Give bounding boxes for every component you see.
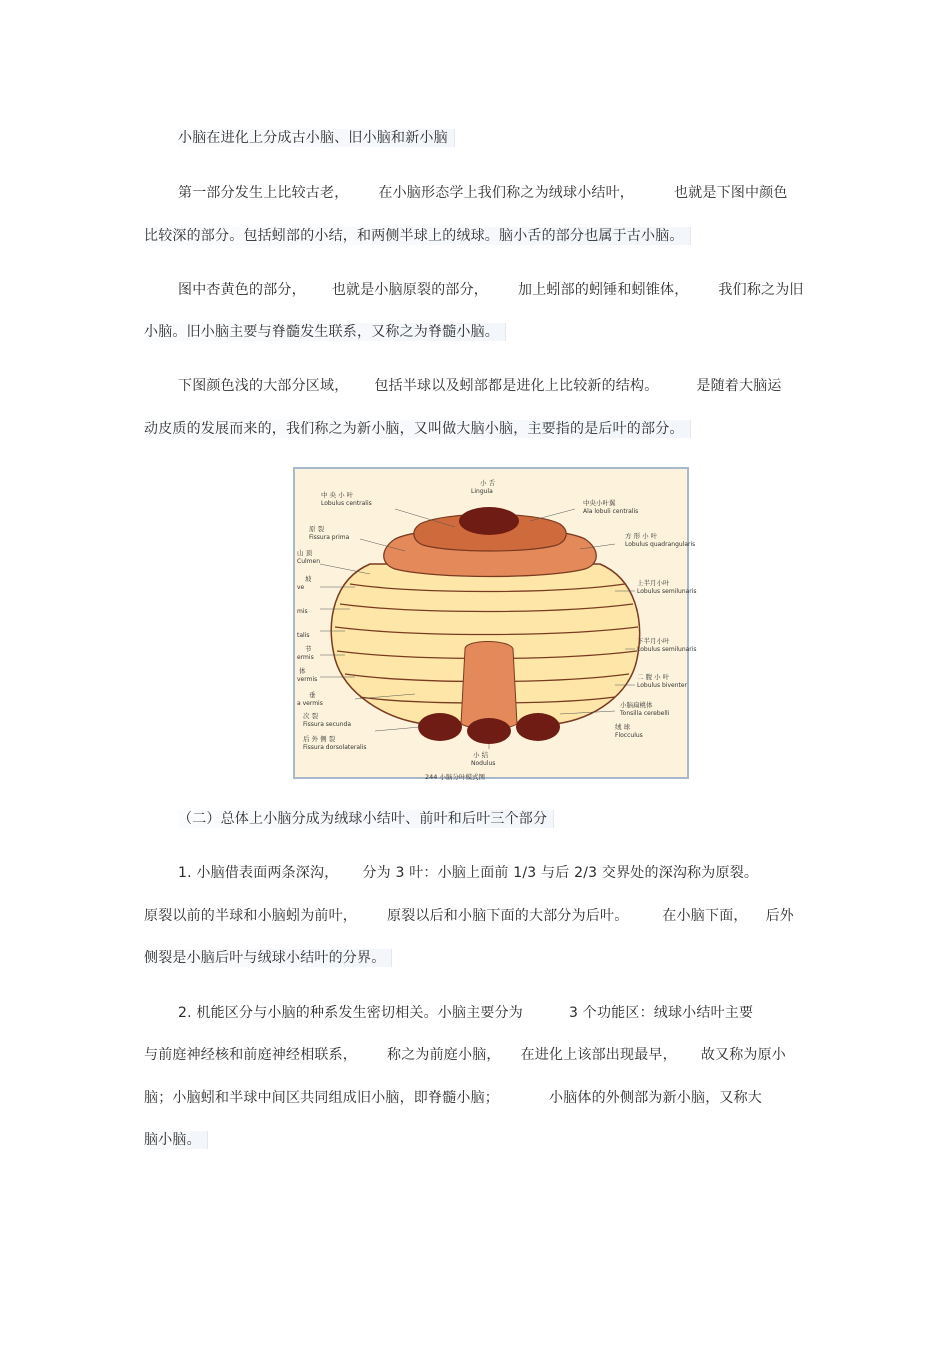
item-1-line-3: 侧裂是小脑后叶与绒球小结叶的分界。 xyxy=(144,949,392,967)
flocculus-left xyxy=(418,713,462,741)
label-floc-la: Flocculus xyxy=(615,732,643,739)
text-segment: 第一部分发生上比较古老， xyxy=(178,185,349,201)
label-ala-cn: 中央小叶翼 xyxy=(583,499,616,507)
item-2-line-3 xyxy=(144,1089,762,1107)
label-culmen-cn: 山 顶 xyxy=(297,549,313,557)
label-biv-cn: 二 腹 小 叶 xyxy=(637,673,670,681)
label-quad-la: Lobulus quadrangularis xyxy=(625,541,696,548)
text-segment: 下图颜色浅的大部分区域， xyxy=(178,378,349,394)
label-nodulus-cn: 小 结 xyxy=(473,751,489,759)
item-1-line-1 xyxy=(178,864,758,882)
text-segment: 图中杏黄色的部分， xyxy=(178,282,306,298)
text-segment: 原裂以前的半球和小脑蚓为前叶， xyxy=(144,908,357,924)
label-floc-cn: 绒 球 xyxy=(615,723,631,731)
label-tuber2-cn: 体 xyxy=(299,667,306,675)
text-segment: 是随着大脑运 xyxy=(696,378,782,394)
label-central-la: Lobulus centralis xyxy=(321,500,372,507)
cerebellum-lobes-diagram xyxy=(293,467,697,781)
text-segment: 包括半球以及蚓部都是进化上比较新的结构。 xyxy=(374,378,659,394)
text-segment: 1. 小脑借表面两条深沟， xyxy=(178,865,339,881)
paragraph-3-line-2: 动皮质的发展而来的，我们称之为新小脑，又叫做大脑小脑，主要指的是后叶的部分。 xyxy=(144,420,691,438)
vermis-uvula-region xyxy=(461,642,517,730)
text-segment: 也就是小脑原裂的部分， xyxy=(331,282,489,298)
text-segment: 分为 3 叶：小脑上面前 1/3 与后 2/3 交界处的深沟称为原裂。 xyxy=(362,865,759,881)
label-semisup-cn: 上半月小叶 xyxy=(637,579,670,587)
section-heading-evolution: 小脑在进化上分成古小脑、旧小脑和新小脑 xyxy=(178,129,455,147)
paragraph-1-line-1 xyxy=(178,184,788,202)
section-heading-three-lobes: （二）总体上小脑分成为绒球小结叶、前叶和后叶三个部分 xyxy=(178,810,554,828)
paragraph-3-line-1 xyxy=(178,377,782,395)
label-vermis1-la: mis xyxy=(297,608,308,615)
text-segment: 3 个功能区：绒球小结叶主要 xyxy=(569,1005,754,1021)
label-tonsil-la: Tonsilla cerebelli xyxy=(620,710,670,717)
text-segment: 小脑体的外侧部为新小脑，又称大 xyxy=(549,1090,762,1106)
label-folium-cn: 节 xyxy=(305,645,312,653)
text-segment: 在小脑下面， xyxy=(662,908,748,924)
text-segment: 2. 机能区分与小脑的种系发生密切相关。小脑主要分为 xyxy=(178,1005,524,1021)
label-biv-la: Lobulus biventer xyxy=(637,682,688,689)
label-folium-la: ermis xyxy=(297,654,314,661)
text-segment: 故又称为原小 xyxy=(700,1047,787,1063)
label-semiinf-la: Lobulus semilunaris xyxy=(637,646,697,653)
text-segment: 称之为前庭小脑， xyxy=(387,1047,501,1063)
label-secunda-la: Fissura secunda xyxy=(303,721,351,728)
text-segment: 我们称之为旧 xyxy=(718,282,804,298)
label-dorsolat-cn: 后 外 侧 裂 xyxy=(303,735,336,743)
label-dorsolat-la: Fissura dorsolateralis xyxy=(303,744,367,751)
label-lingula-cn: 小 舌 xyxy=(480,479,496,487)
label-semiinf-cn: 下半月小叶 xyxy=(637,637,670,645)
label-decl-cn: 坡 xyxy=(305,575,312,583)
paragraph-2-line-2: 小脑。旧小脑主要与脊髓发生联系，又称之为脊髓小脑。 xyxy=(144,323,506,341)
figure-caption: 244 小脑分叶模式图 xyxy=(425,773,485,781)
item-1-line-2 xyxy=(144,907,794,925)
text-segment: 也就是下图中颜色 xyxy=(674,185,788,201)
label-central-cn: 中 央 小 叶 xyxy=(321,491,354,499)
label-semisup-la: Lobulus semilunaris xyxy=(637,588,697,595)
text-segment: 加上蚓部的蚓锤和蚓锥体， xyxy=(518,282,689,298)
label-tonsil-cn: 小脑扁桃体 xyxy=(620,701,653,709)
label-secunda-cn: 次 裂 xyxy=(303,712,319,720)
label-tuber-la: talis xyxy=(297,632,310,639)
text-segment: 与前庭神经核和前庭神经相联系， xyxy=(144,1047,357,1063)
text-segment: 脑；小脑蚓和半球中间区共同组成旧小脑，即脊髓小脑； xyxy=(144,1090,499,1106)
nodulus-region xyxy=(467,718,511,744)
item-2-line-2 xyxy=(144,1046,786,1064)
text-segment: 后外 xyxy=(765,908,795,924)
label-prima-cn: 原 裂 xyxy=(309,525,325,533)
label-ala-la: Ala lobuli centralis xyxy=(583,508,639,515)
label-nodulus-la: Nodulus xyxy=(471,760,496,767)
label-culmen-la: Culmen xyxy=(297,558,320,565)
label-decl-la: ve xyxy=(297,584,305,591)
item-2-line-1 xyxy=(178,1004,753,1022)
item-2-line-4: 脑小脑。 xyxy=(144,1131,208,1149)
label-prima-la: Fissura prima xyxy=(309,534,350,541)
text-segment: 原裂以后和小脑下面的大部分为后叶。 xyxy=(387,908,629,924)
text-segment: 在进化上该部出现最早， xyxy=(520,1047,677,1063)
flocculus-right xyxy=(516,713,560,741)
label-quad-cn: 方 形 小 叶 xyxy=(625,532,658,540)
cerebellum-illustration xyxy=(295,469,697,781)
label-tuber2-la: vermis xyxy=(297,676,318,683)
label-uvula-cn: 垂 xyxy=(309,691,316,699)
label-uvula-la: a vermis xyxy=(297,700,323,707)
paragraph-2-line-1 xyxy=(178,281,804,299)
paragraph-1-line-2: 比较深的部分。包括蚓部的小结，和两侧半球上的绒球。脑小舌的部分也属于古小脑。 xyxy=(144,227,691,245)
label-lingula-la: Lingula xyxy=(471,488,493,495)
text-segment: 在小脑形态学上我们称之为绒球小结叶， xyxy=(378,185,635,201)
lingula-region xyxy=(459,507,519,535)
